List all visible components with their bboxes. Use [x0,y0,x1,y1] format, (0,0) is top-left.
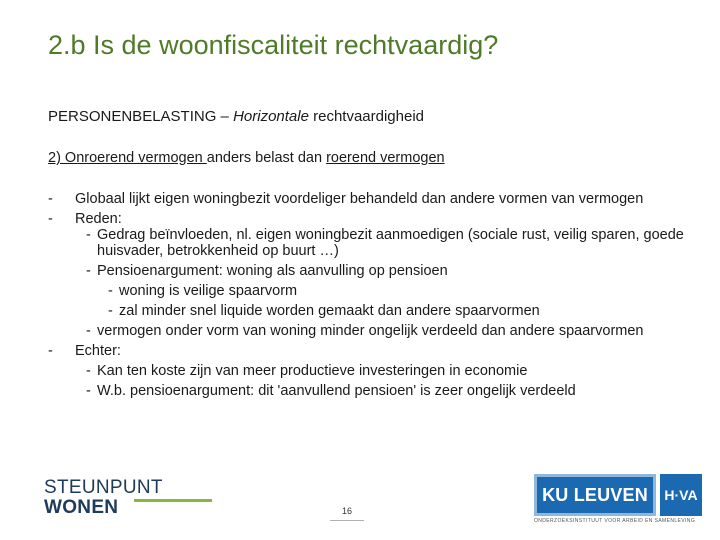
bullet-text: W.b. pensioenargument: dit 'aanvullend pensioen' is zeer ongelijk verdeeld [97,383,576,399]
bullet-dash: - [48,191,53,207]
section-part2: anders belast dan [206,150,327,166]
bullet-dash: - [86,363,91,379]
bullet-dash: - [86,323,91,339]
bullet-dash: - [48,211,53,227]
bullet-text: Echter: [75,343,121,359]
sub-sub-bullet-list [97,283,688,319]
bullet-text: vermogen onder vorm van woning minder ongelijk verdeeld dan andere spaarvormen [97,323,644,339]
page-number-rule [330,520,364,521]
bullet-item [48,211,688,339]
bullet-text: Globaal lijkt eigen woningbezit voordeliger behandeld dan andere vormen van vermogen [75,191,644,207]
bullet-item [48,343,688,399]
sub-bullet-item [75,383,688,399]
bullet-dash: - [48,343,53,359]
logo-accent-bar [134,499,212,502]
sub-bullet-item [75,363,688,379]
slide-subtitle [48,108,424,125]
sub-bullet-list [75,363,688,399]
bullet-dash: - [86,263,91,279]
section-heading [48,150,445,166]
bullet-text: woning is veilige spaarvorm [119,283,298,299]
logo-tagline: ONDERZOEKSINSTITUUT VOOR ARBEID EN SAMENLEVING [534,518,696,524]
bullet-text: zal minder snel liquide worden gemaakt dan andere spaarvormen [119,303,540,319]
sub-sub-bullet-item [97,283,688,299]
bullet-dash: - [86,227,91,243]
subtitle-italic: Horizontale [233,108,309,125]
bullet-text: Gedrag beïnvloeden, nl. eigen woningbezit aanmoedigen (sociale rust, veilig sparen, goede huisvader, betrokkenheid op buurt …) [97,227,684,259]
section-part1: 2) Onroerend vermogen [48,150,207,166]
sub-bullet-item [75,227,688,259]
subtitle-suffix: rechtvaardigheid [308,108,425,125]
steunpunt-logo-line1: STEUNPUNT [44,477,163,498]
sub-bullet-list [75,227,688,339]
bullet-text: Reden: [75,211,122,227]
bullet-text: Pensioenargument: woning als aanvulling op pensioen [97,263,448,279]
bullet-list [48,191,688,399]
sub-sub-bullet-item [97,303,688,319]
bullet-dash: - [86,383,91,399]
ku-leuven-logo: KU LEUVEN [534,474,656,516]
bullet-dash: - [108,283,113,299]
sub-bullet-item [75,263,688,319]
sub-bullet-item [75,323,688,339]
bullet-item [48,191,688,207]
steunpunt-wonen-logo [44,478,163,518]
slide-title: 2.b Is de woonfiscaliteit rechtvaardig? [48,30,499,60]
subtitle-prefix: PERSONENBELASTING – [48,108,234,125]
page-number: 16 [341,506,352,516]
hiva-logo: H·VA [660,474,702,516]
section-part3: roerend vermogen [326,150,445,166]
bullet-text: Kan ten koste zijn van meer productieve investeringen in economie [97,363,528,379]
steunpunt-logo-line2: WONEN [44,497,119,518]
bullet-dash: - [108,303,113,319]
